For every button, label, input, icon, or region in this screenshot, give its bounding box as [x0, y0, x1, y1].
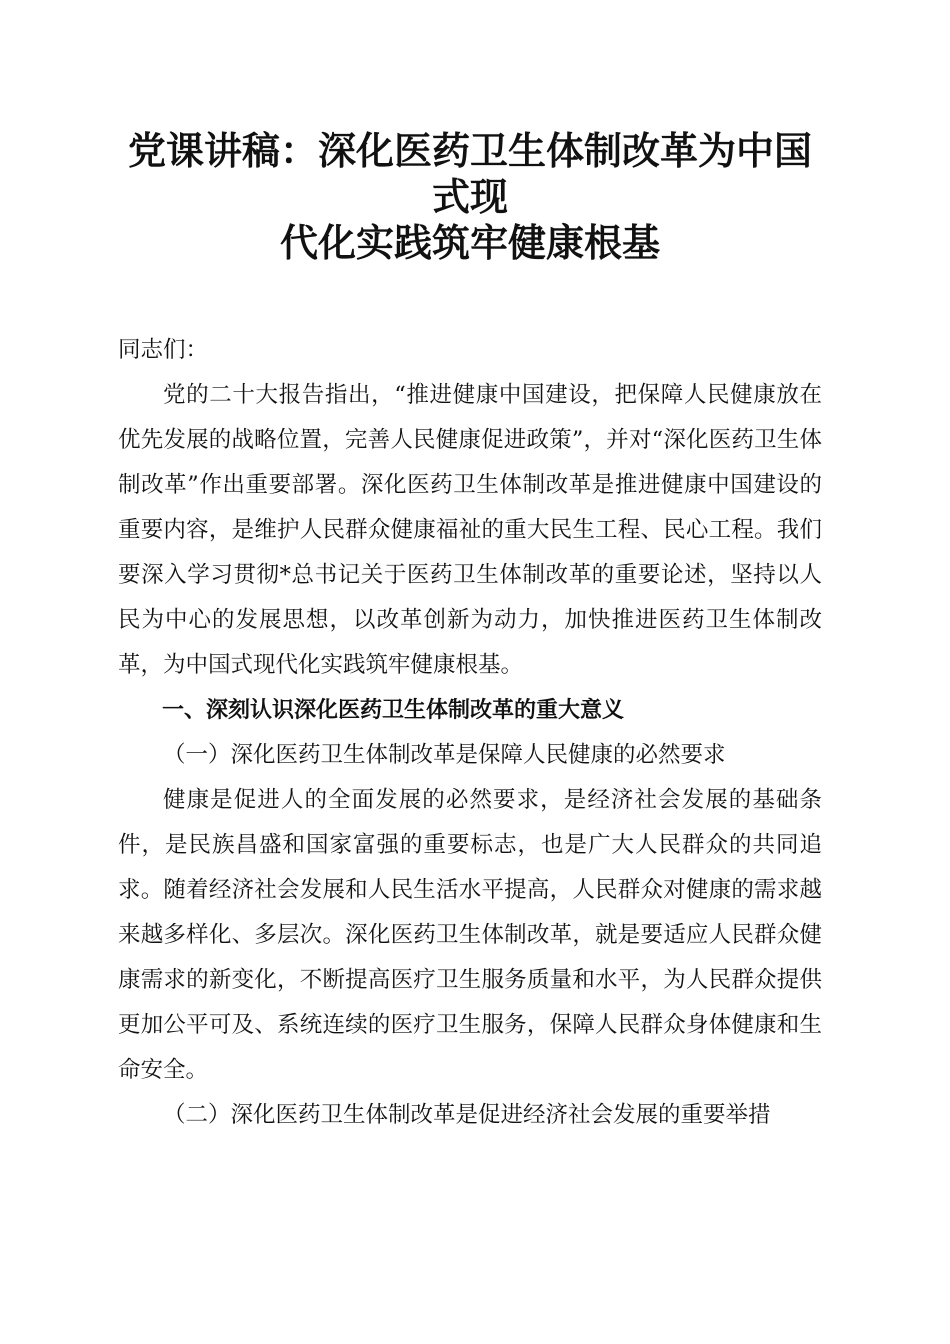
title-line-2: 代化实践筑牢健康根基 [279, 220, 660, 265]
salutation: 同志们： [118, 337, 209, 363]
section-1-heading: 一、深刻认识深化医药卫生体制改革的重大意义 [162, 698, 625, 723]
title-line-1: 党课讲稿：深化医药卫生体制改革为中国式现 [127, 128, 812, 219]
subsection-1-paragraph: 健康是促进人的全面发展的必然要求，是经济社会发展的基础条件，是民族昌盛和国家富强的重要标志，也是广大人民群众的共同追求。随着经济社会发展和人民生活水平提高，人民群众对健康的需求越来越多样化、多层次。深化医药卫生体制改革，就是要适应人民群众健康需求的新变化，不断提高医疗卫生服务质量和水平，为人民群众提供更加公平可及、系统连续的医疗卫生服务，保障人民群众身体健康和生命安全。 [118, 787, 822, 1083]
document-body [118, 328, 822, 1138]
document-title [118, 128, 822, 266]
document-page [118, 128, 822, 1138]
subsection-2-heading: （二）深化医药卫生体制改革是促进经济社会发展的重要举措 [163, 1102, 771, 1128]
intro-paragraph: 党的二十大报告指出，“推进健康中国建设，把保障人民健康放在优先发展的战略位置，完善人民健康促进政策”，并对“深化医药卫生体制改革”作出重要部署。深化医药卫生体制改革是推进健康中国建设的重要内容，是维护人民群众健康福祉的重大民生工程、民心工程。我们要深入学习贯彻*总书记关于医药卫生体制改革的重要论述，坚持以人民为中心的发展思想，以改革创新为动力，加快推进医药卫生体制改革，为中国式现代化实践筑牢健康根基。 [118, 382, 822, 678]
subsection-1-heading: （一）深化医药卫生体制改革是保障人民健康的必然要求 [163, 742, 726, 768]
